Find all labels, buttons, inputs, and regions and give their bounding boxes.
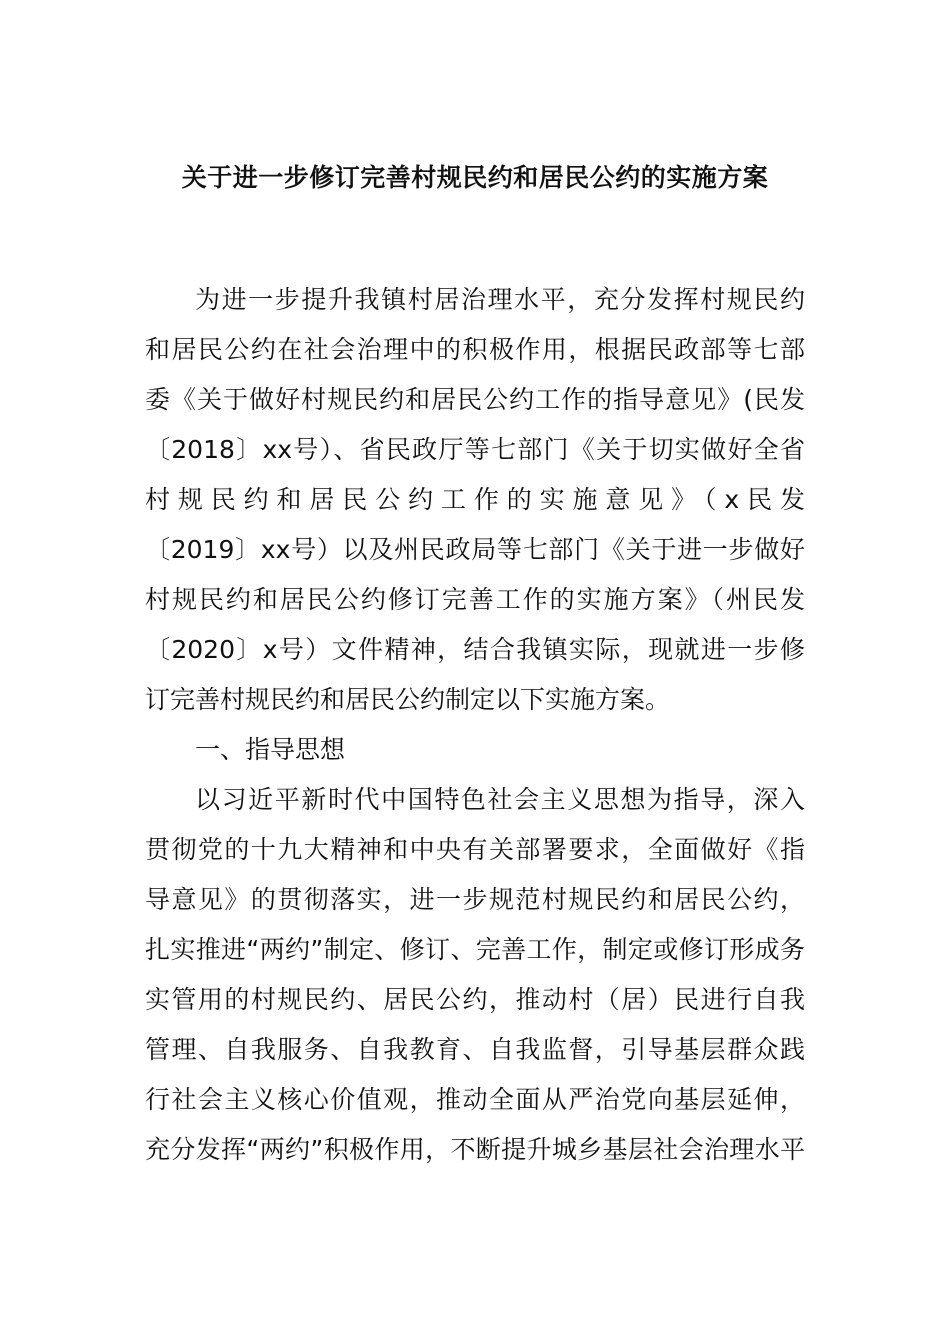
paragraph-2-line-1: 以习近平新时代中国特色社会主义思想为指导，深入 [195,785,805,814]
paragraph-2-line-3: 导意见》的贯彻落实，进一步规范村规民约和居民公约， [145,885,805,914]
paragraph-2-line-6: 管理、自我服务、自我教育、自我监督，引导基层群众践 [145,1035,805,1064]
paragraph-1-line-6: 〔2019〕xx号）以及州民政局等七部门《关于进一步做好 [145,535,805,564]
paragraph-1-line-3: 委《关于做好村规民约和居民公约工作的指导意见》(民发 [145,385,805,414]
paragraph-2-line-8: 充分发挥“两约”积极作用，不断提升城乡基层社会治理水平 [145,1135,805,1164]
paragraph-1-line-5: 村规民约和居民公约工作的实施意见》（x民发 [145,485,805,514]
paragraph-2-line-5: 实管用的村规民约、居民公约，推动村（居）民进行自我 [145,985,805,1014]
section-heading-guiding-thought: 一、指导思想 [195,735,346,764]
paragraph-2-line-4: 扎实推进“两约”制定、修订、完善工作，制定或修订形成务 [145,935,805,964]
paragraph-1-line-8: 〔2020〕x号）文件精神，结合我镇实际，现就进一步修 [145,635,805,664]
paragraph-1-line-7: 村规民约和居民公约修订完善工作的实施方案》（州民发 [145,585,805,614]
paragraph-1-line-9: 订完善村规民约和居民公约制定以下实施方案。 [145,685,671,714]
paragraph-1-line-1: 为进一步提升我镇村居治理水平，充分发挥村规民约 [195,285,805,314]
paragraph-1-line-4: 〔2018〕xx号）、省民政厅等七部门《关于切实做好全省 [145,435,805,464]
document-title: 关于进一步修订完善村规民约和居民公约的实施方案 [181,163,769,192]
paragraph-1-line-2: 和居民公约在社会治理中的积极作用，根据民政部等七部 [145,335,805,364]
paragraph-2-line-7: 行社会主义核心价值观，推动全面从严治党向基层延伸， [145,1085,805,1114]
paragraph-2-line-2: 贯彻党的十九大精神和中央有关部署要求，全面做好《指 [145,835,805,864]
